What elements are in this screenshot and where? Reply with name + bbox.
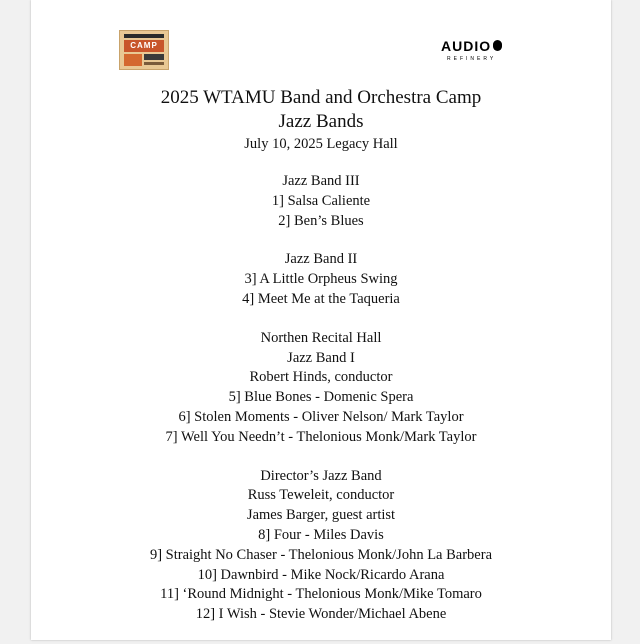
section-heading: Jazz Band III (282, 173, 360, 189)
section-heading: Director’s Jazz Band (260, 467, 382, 484)
program-item: 12] I Wish - Stevie Wonder/Michael Abene (195, 606, 447, 623)
section-jazz-band-2 (31, 250, 611, 309)
program-item: 4] Meet Me at the Taqueria (242, 290, 400, 307)
section-jazz-band-3 (31, 172, 611, 231)
program-item: 3] A Little Orpheus Swing (244, 271, 398, 288)
program-item: 1] Salsa Caliente (271, 192, 371, 209)
section-heading: Jazz Band I (287, 349, 355, 366)
camp-logo-text: CAMP (124, 40, 164, 52)
program-item: 11] ‘Round Midnight - Thelonious Monk/Mike Tomaro (160, 586, 482, 603)
audio-refinery-logo (441, 38, 513, 66)
conductor-line: Russ Teweleit, conductor (247, 487, 395, 504)
refinery-logo-text: REFINERY (447, 56, 497, 62)
microphone-icon (493, 40, 502, 51)
program-item: 10] Dawnbird - Mike Nock/Ricardo Arana (197, 566, 445, 583)
section-heading: Jazz Band II (284, 251, 358, 268)
program-title: 2025 WTAMU Band and Orchestra Camp (160, 87, 482, 108)
section-jazz-band-1 (31, 329, 611, 448)
program-page (31, 0, 611, 640)
program-item: 8] Four - Miles Davis (258, 526, 384, 543)
program-item: 2] Ben’s Blues (278, 212, 364, 229)
program-subtitle: Jazz Bands (278, 111, 364, 132)
date-venue: July 10, 2025 Legacy Hall (244, 136, 398, 152)
program-item: 5] Blue Bones - Domenic Spera (228, 389, 414, 406)
audio-logo-text: AUDIO (441, 38, 492, 54)
program-item: 7] Well You Needn’t - Thelonious Monk/Mark Taylor (165, 428, 477, 445)
venue-heading: Northen Recital Hall (260, 329, 382, 346)
program-item: 6] Stolen Moments - Oliver Nelson/ Mark Taylor (178, 408, 464, 425)
section-directors-jazz-band (31, 467, 611, 625)
guest-artist-line: James Barger, guest artist (246, 507, 396, 524)
program-content (31, 86, 611, 644)
program-item: 9] Straight No Chaser - Thelonious Monk/John La Barbera (149, 546, 493, 563)
band-camp-logo (119, 30, 169, 70)
conductor-line: Robert Hinds, conductor (249, 369, 393, 386)
